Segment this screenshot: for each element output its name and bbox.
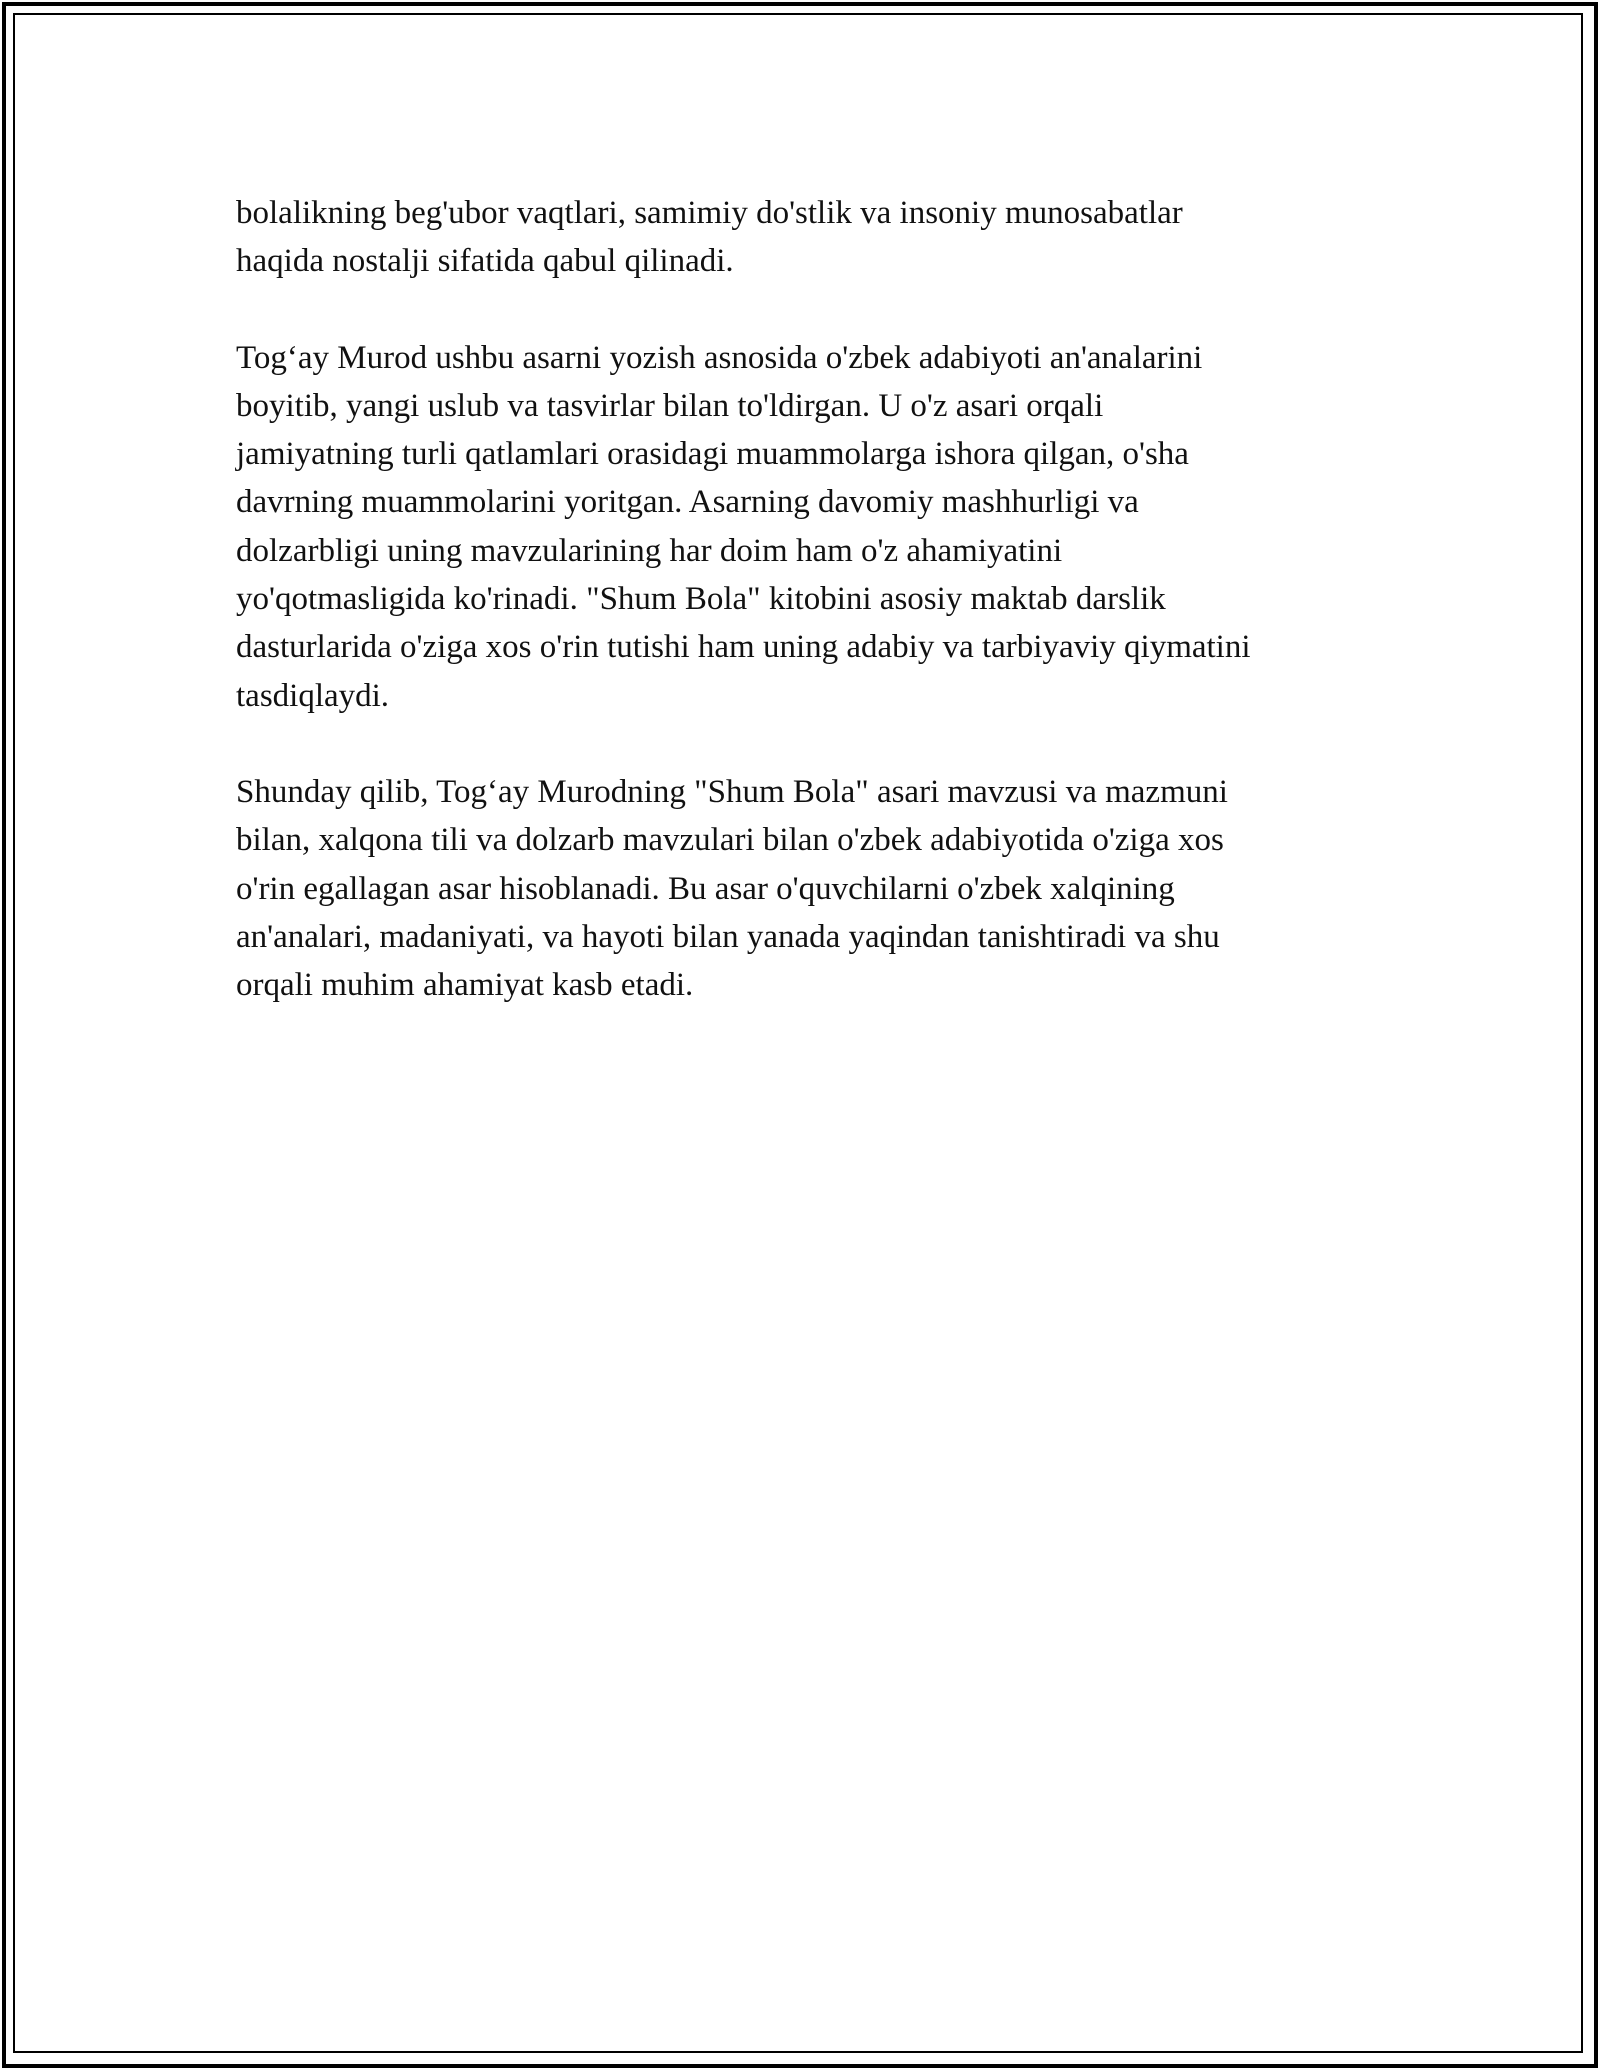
paragraph-1 xyxy=(236,189,1376,286)
text-line: an'analari, madaniyati, va hayoti bilan yanada yaqindan tanishtiradi va shu xyxy=(236,918,1220,955)
text-line: Tog‘ay Murod ushbu asarni yozish asnosida o'zbek adabiyoti an'analarini xyxy=(236,339,1203,376)
text-line: dasturlarida o'ziga xos o'rin tutishi ham uning adabiy va tarbiyaviy qiymatini xyxy=(236,629,1251,666)
text-line: dolzarbligi uning mavzularining har doim ham o'z ahamiyatini xyxy=(236,532,1063,569)
text-line: tasdiqlaydi. xyxy=(236,677,390,714)
text-line: bolalikning beg'ubor vaqtlari, samimiy do'stlik va insoniy munosabatlar xyxy=(236,195,1183,231)
text-line: haqida nostalji sifatida qabul qilinadi. xyxy=(236,243,734,280)
document-body xyxy=(236,189,1376,1057)
text-line: orqali muhim ahamiyat kasb etadi. xyxy=(236,967,694,1004)
text-line: boyitib, yangi uslub va tasvirlar bilan to'ldirgan. U o'z asari orqali xyxy=(236,387,1104,424)
paragraph-3 xyxy=(236,768,1376,1009)
text-line: davrning muammolarini yoritgan. Asarning davomiy mashhurligi va xyxy=(236,484,1139,521)
text-line: yo'qotmasligida ko'rinadi. "Shum Bola" kitobini asosiy maktab darslik xyxy=(236,581,1166,618)
text-line: bilan, xalqona tili va dolzarb mavzulari bilan o'zbek adabiyotida o'ziga xos xyxy=(236,822,1224,859)
paragraph-2 xyxy=(236,334,1376,720)
text-line: Shunday qilib, Tog‘ay Murodning "Shum Bola" asari mavzusi va mazmuni xyxy=(236,773,1228,810)
text-line: o'rin egallagan asar hisoblanadi. Bu asar o'quvchilarni o'zbek xalqining xyxy=(236,870,1175,907)
text-line: jamiyatning turli qatlamlari orasidagi muammolarga ishora qilgan, o'sha xyxy=(236,436,1189,473)
